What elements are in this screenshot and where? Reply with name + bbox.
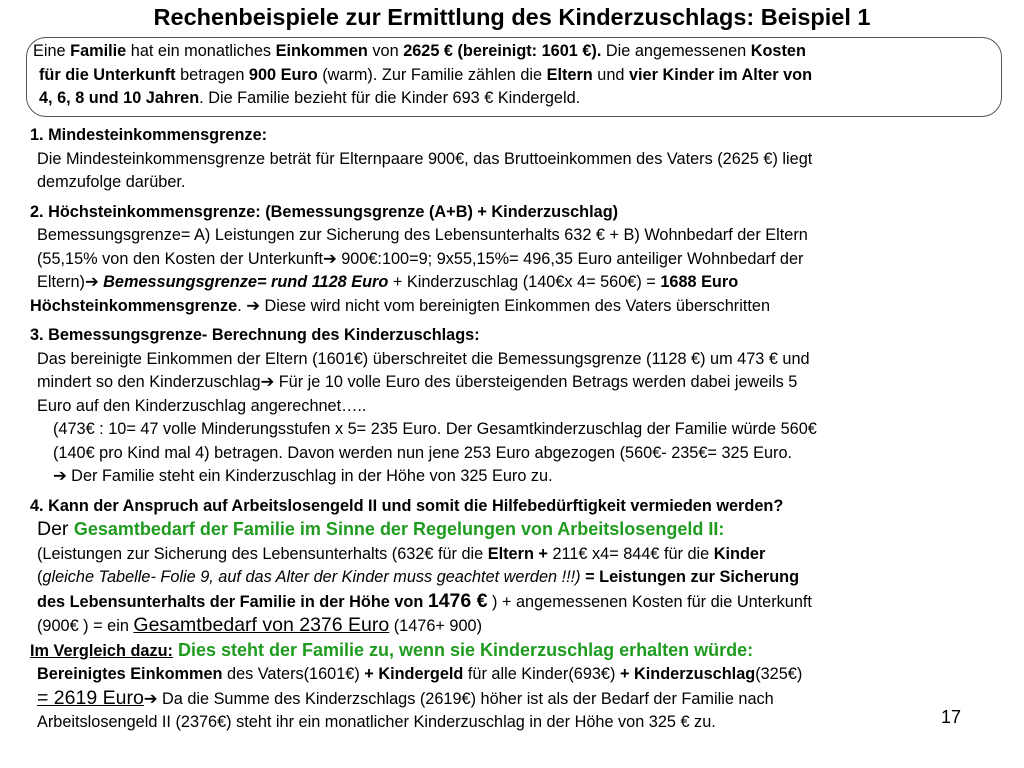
section-2-line: Bemessungsgrenze= A) Leistungen zur Sicherung des Lebensunterhalts 632 € + B) Wohnbedarf der Eltern <box>37 226 808 244</box>
text: und <box>592 65 629 84</box>
intro-line-3 <box>33 87 991 111</box>
text-green: Gesamtbedarf der Familie im Sinne der Regelungen von Arbeitslosengeld II: <box>73 519 725 539</box>
section-2-heading: 2. Höchsteinkommensgrenze: (Bemessungsgrenze (A+B) + Kinderzuschlag) <box>30 202 619 221</box>
text: mindert so den Kinderzuschlag <box>37 373 261 391</box>
section-4-line <box>30 590 1015 615</box>
text: Für je 10 volle Euro des übersteigenden Betrags werden dabei jeweils 5 <box>274 373 798 391</box>
text: Da die Summe des Kinderzschlags (2619€) höher ist als der Bedarf der Familie nach <box>157 689 774 708</box>
text-bold: 1688 Euro <box>660 273 739 291</box>
section-4-line <box>30 518 1015 543</box>
text: betragen <box>175 65 249 84</box>
section-3-line: Euro auf den Kinderzuschlag angerechnet….. <box>37 396 367 415</box>
text-bold-italic: Bemessungsgrenze= rund 1128 Euro <box>98 273 389 291</box>
section-4-line <box>30 639 1015 664</box>
text-bold: Eltern + <box>487 544 548 563</box>
text-bold-large: 1476 € <box>427 589 488 612</box>
intro-line-1 <box>33 40 991 64</box>
text: 900€:100=9; 9x55,15%= 496,35 Euro anteiliger Wohnbedarf der <box>336 249 804 268</box>
text-bold: Kinder <box>713 544 766 563</box>
text-underlined: = 2619 Euro <box>37 686 144 709</box>
section-2-line <box>30 271 1015 295</box>
text: Eltern) <box>37 273 85 291</box>
text: Diese wird nicht vom bereinigten Einkommen des Vaters überschritten <box>259 296 770 315</box>
text-bold: für die Unterkunft <box>39 65 176 84</box>
content-area <box>30 124 1015 735</box>
text: 211€ x4= 844€ für die <box>547 544 714 563</box>
section-1-heading: 1. Mindesteinkommensgrenze: <box>30 126 268 144</box>
section-4-line <box>30 663 1015 687</box>
section-3-line <box>30 465 1015 489</box>
text-bold: Bereinigtes Einkommen <box>37 665 223 683</box>
section-4-line: Arbeitslosengeld II (2376€) steht ihr ein monatlicher Kinderzuschlag in der Höhe von 325 € zu. <box>37 713 716 731</box>
text-bold: vier Kinder im Alter von <box>628 65 813 84</box>
section-1-line: demzufolge darüber. <box>37 173 186 191</box>
section-4-line <box>30 687 1015 712</box>
text-bold: Einkommen <box>275 42 368 60</box>
text-bold: 900 Euro <box>248 65 318 84</box>
text: Die angemessenen <box>601 42 751 60</box>
section-4-line <box>30 543 1015 567</box>
section-4-line <box>30 566 1015 590</box>
arrow-icon: ➔ <box>323 249 337 268</box>
text-green: Dies steht der Familie zu, wenn sie Kinderzuschlag erhalten würde: <box>172 639 754 660</box>
page-number: 17 <box>941 707 962 727</box>
text: des Vaters(1601€) <box>222 665 365 683</box>
text: hat ein monatliches <box>126 42 276 60</box>
text-bold-underlined: Im Vergleich dazu: <box>30 641 173 660</box>
text: von <box>367 42 404 60</box>
section-3-line: (140€ pro Kind mal 4) betragen. Davon werden nun jene 253 Euro abgezogen (560€- 235€= 325 Euro. <box>53 443 793 462</box>
intro-box <box>26 37 1002 117</box>
text: Eine <box>33 42 71 60</box>
text: (Leistungen zur Sicherung des Lebensunterhalts (632€ für die <box>37 544 488 563</box>
arrow-icon: ➔ <box>84 273 99 291</box>
text-bold: des Lebensunterhalts der Familie in der Höhe von <box>37 592 428 611</box>
section-3-line <box>30 371 1015 395</box>
text-italic: gleiche Tabelle- Folie 9, auf das Alter der Kinder muss geachtet werden !!!) <box>42 568 581 586</box>
text-bold: Eltern <box>546 65 593 84</box>
section-2-line <box>30 295 1015 319</box>
section-4-line <box>30 614 1015 639</box>
text: + Kinderzuschlag (140€x 4= 560€) = <box>388 273 661 291</box>
section-3-line: Das bereinigte Einkommen der Eltern (1601€) überschreitet die Bemessungsgrenze (1128 €) um 473 € und <box>37 349 810 368</box>
text-underlined: Gesamtbedarf von 2376 Euro <box>133 614 390 636</box>
text-bold: Familie <box>70 42 127 60</box>
arrow-icon: ➔ <box>53 467 67 485</box>
text: Der Familie steht ein Kinderzuschlag in der Höhe von 325 Euro zu. <box>66 467 553 485</box>
text: ) + angemessenen Kosten für die Unterkunft <box>487 592 812 611</box>
section-4-heading: 4. Kann der Anspruch auf Arbeitslosengeld II und somit die Hilfebedürftigkeit vermieden werden? <box>30 496 784 515</box>
text-bold: + Kinderzuschlag <box>619 665 756 683</box>
text: (1476+ 900) <box>389 617 483 635</box>
section-3-line: (473€ : 10= 47 volle Minderungsstufen x 5= 235 Euro. Der Gesamtkinderzuschlag der Familie würde 560€ <box>53 420 817 438</box>
text-bold: Kosten <box>750 42 806 60</box>
text-bold: 2625 € (bereinigt: 1601 €). <box>403 42 602 60</box>
text: (900€ ) = ein <box>37 617 134 635</box>
text: ( <box>37 568 43 586</box>
section-3-heading: 3. Bemessungsgrenze- Berechnung des Kinderzuschlags: <box>30 326 480 344</box>
text-bold: 4, 6, 8 und 10 Jahren <box>39 89 200 107</box>
text: Der <box>37 518 74 540</box>
arrow-icon: ➔ <box>143 689 158 708</box>
text-bold: + Kindergeld <box>364 665 464 683</box>
arrow-icon: ➔ <box>246 296 260 315</box>
section-2-line <box>30 248 1015 272</box>
text: (325€) <box>755 665 803 683</box>
intro-line-2 <box>33 64 991 88</box>
text: für alle Kinder(693€) <box>463 665 620 683</box>
text: (55,15% von den Kosten der Unterkunft <box>37 249 324 268</box>
text: . <box>237 296 247 315</box>
slide-title: Rechenbeispiele zur Ermittlung des Kinderzuschlags: Beispiel 1 <box>153 4 871 30</box>
text: . Die Familie bezieht für die Kinder 693 € Kindergeld. <box>199 89 581 107</box>
text-bold: Höchsteinkommensgrenze <box>30 296 238 315</box>
text: (warm). Zur Familie zählen die <box>317 65 547 84</box>
section-1-line: Die Mindesteinkommensgrenze beträt für Elternpaare 900€, das Bruttoeinkommen des Vaters (2625 €) liegt <box>37 149 813 168</box>
text-bold: = Leistungen zur Sicherung <box>580 568 800 586</box>
arrow-icon: ➔ <box>260 373 275 391</box>
